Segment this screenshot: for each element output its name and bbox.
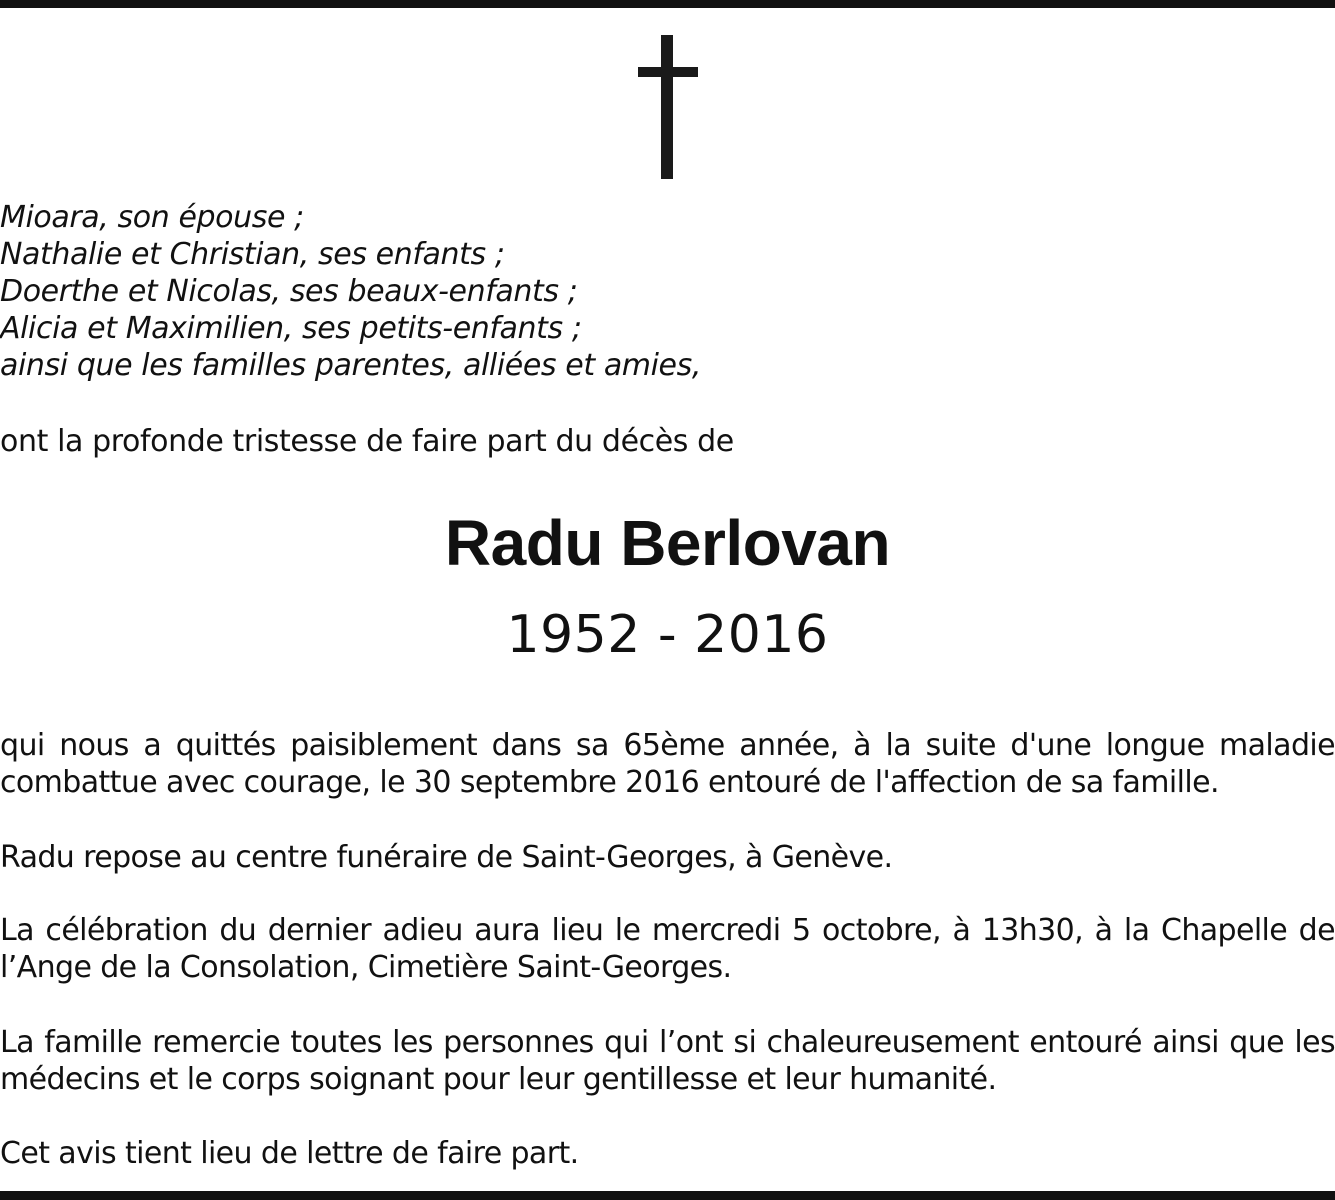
family-line-in-laws: Doerthe et Nicolas, ses beaux-enfants ; [0,274,578,309]
top-border-rule [0,0,1335,8]
paragraph-resting-place: Radu repose au centre funéraire de Saint-Georges, à Genève. [0,840,893,875]
bottom-border-rule [0,1191,1335,1200]
family-line-relatives: ainsi que les familles parentes, alliées et amies, [0,348,701,383]
paragraph-notice: Cet avis tient lieu de lettre de faire part. [0,1136,579,1171]
family-line-grandchildren: Alicia et Maximilien, ses petits-enfants ; [0,311,582,346]
deceased-name: Radu Berlovan [444,507,891,579]
cross-vertical-bar [661,35,673,179]
announcement-intro: ont la profonde tristesse de faire part du décès de [0,424,734,459]
cross-icon [638,35,698,179]
cross-horizontal-bar [638,67,698,77]
paragraph-thanks: La famille remercie toutes les personnes qui l’ont si chaleureusement entouré ainsi que les médecins et le corps soignant pour leur gentillesse et leur humanité. [0,1025,1335,1097]
family-line-children: Nathalie et Christian, ses enfants ; [0,237,505,272]
paragraph-ceremony: La célébration du dernier adieu aura lieu le mercredi 5 octobre, à 13h30, à la Chapelle de l’Ange de la Consolation, Cimetière Saint-Georges. [0,913,1335,985]
family-list [0,199,701,384]
paragraph-passing: qui nous a quittés paisiblement dans sa 65ème année, à la suite d'une longue maladie combattue avec courage, le 30 septembre 2016 entouré de l'affection de sa famille. [0,728,1335,800]
life-years: 1952 - 2016 [506,605,829,665]
family-line-spouse: Mioara, son épouse ; [0,200,304,235]
